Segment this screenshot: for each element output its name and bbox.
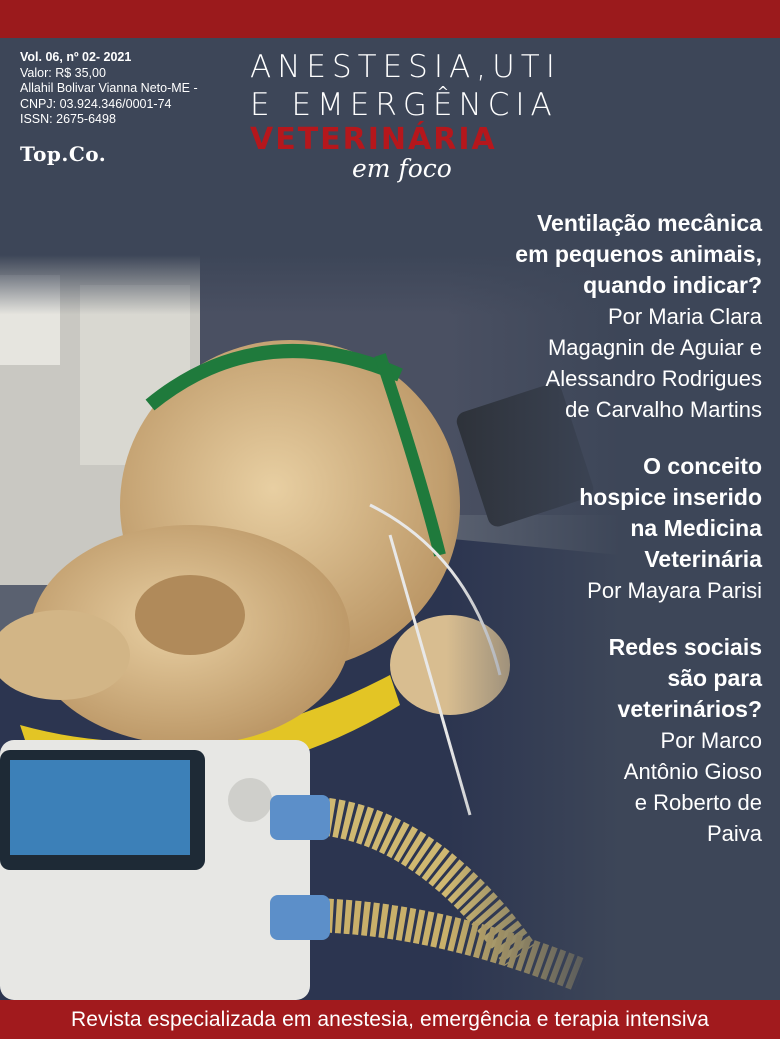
story-byline: Antônio Gioso: [623, 759, 762, 784]
story-ventilacao[interactable]: [462, 208, 762, 425]
story-byline: Paiva: [706, 821, 762, 846]
publisher-logo: Top.Co.: [20, 142, 107, 166]
footer-tagline: Revista especializada em anestesia, emergência e terapia intensiva: [70, 1007, 710, 1031]
story-byline: Por Mayara Parisi: [587, 578, 762, 603]
title-line-3: VETERINÁRIA: [250, 122, 497, 157]
volume-number: Vol. 06, nº 02- 2021: [20, 50, 132, 64]
story-headline: na Medicina: [630, 515, 762, 541]
story-headline: são para: [667, 665, 762, 691]
story-headline: O conceito: [643, 453, 762, 479]
cover-headlines: [462, 208, 762, 875]
title-tagline: em foco: [352, 154, 452, 183]
masthead-info: [20, 50, 198, 128]
cnpj: CNPJ: 03.924.346/0001-74: [20, 96, 172, 111]
story-headline: hospice inserido: [579, 484, 762, 510]
footer-bar: [0, 1000, 780, 1039]
price: Valor: R$ 35,00: [20, 65, 106, 80]
story-hospice[interactable]: [462, 451, 762, 606]
story-byline: Alessandro Rodrigues: [545, 366, 762, 391]
story-headline: Redes sociais: [608, 634, 762, 660]
story-byline: e Roberto de: [634, 790, 762, 815]
issn: ISSN: 2675-6498: [20, 112, 116, 126]
story-redes-sociais[interactable]: [462, 632, 762, 849]
title-line-2: E EMERGÊNCIA: [250, 87, 558, 123]
story-byline: Por Maria Clara: [607, 304, 762, 329]
story-byline: de Carvalho Martins: [565, 397, 762, 422]
story-headline: quando indicar?: [583, 272, 762, 298]
story-byline: Magagnin de Aguiar e: [547, 335, 762, 360]
story-headline: em pequenos animais,: [515, 241, 762, 267]
story-byline: Por Marco: [660, 728, 762, 753]
story-headline: veterinários?: [617, 696, 762, 722]
publisher-name: Allahil Bolivar Vianna Neto-ME -: [20, 81, 198, 95]
story-headline: Veterinária: [644, 546, 762, 572]
magazine-title: [250, 48, 561, 183]
title-line-1: ANESTESIA,UTI: [250, 49, 561, 85]
story-headline: Ventilação mecânica: [536, 210, 762, 236]
top-bar: [0, 0, 780, 38]
